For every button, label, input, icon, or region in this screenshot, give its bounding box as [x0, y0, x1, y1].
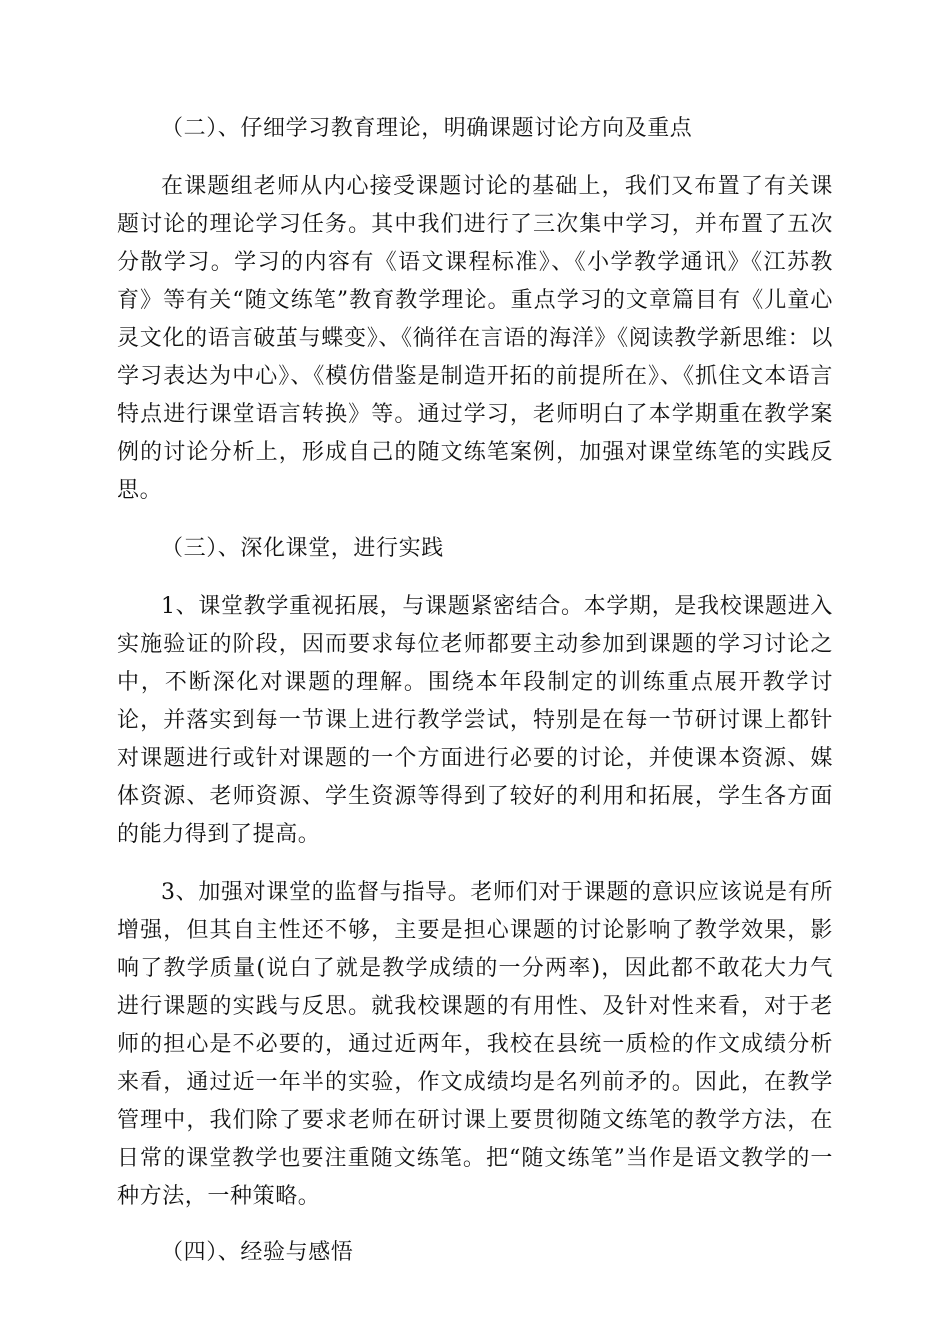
document-body — [117, 110, 833, 1292]
paragraph-classroom-extension: 1、课堂教学重视拓展，与课题紧密结合。本学期，是我校课题进入实施验证的阶段，因而要求每位老师都要主动参加到课题的学习讨论之中，不断深化对课题的理解。围绕本年段制定的训练重点展开教学讨论，并落实到每一节课上进行教学尝试，特别是在每一节研讨课上都针对课题进行或针对课题的一个方面进行必要的讨论，并使课本资源、媒体资源、老师资源、学生资源等得到了较好的利用和拓展，学生各方面的能力得到了提高。 — [117, 594, 833, 847]
paragraph-theory-study: 在课题组老师从内心接受课题讨论的基础上，我们又布置了有关课题讨论的理论学习任务。其中我们进行了三次集中学习，并布置了五次分散学习。学习的内容有《语文课程标准》、《小学教学通讯》《江苏教育》等有关“随文练笔”教育教学理论。重点学习的文章篇目有《儿童心灵文化的语言破茧与蝶变》、《徜徉在言语的海洋》《阅读教学新思维：以学习表达为中心》、《模仿借鉴是制造开拓的前提所在》、《抓住文本语言特点进行课堂语言转换》等。通过学习，老师明白了本学期重在教学案例的讨论分析上，形成自己的随文练笔案例，加强对课堂练笔的实践反思。 — [117, 174, 833, 503]
paragraph-classroom-supervision: 3、加强对课堂的监督与指导。老师们对于课题的意识应该说是有所增强，但其自主性还不够，主要是担心课题的讨论影响了教学效果，影响了教学质量(说白了就是教学成绩的一分两率)，因此都不敢花大力气进行课题的实践与反思。就我校课题的有用性、及针对性来看，对于老师的担心是不必要的，通过近两年，我校在县统一质检的作文成绩分析来看，通过近一年半的实验，作文成绩均是名列前矛的。因此，在教学管理中，我们除了要求老师在研讨课上要贯彻随文练笔的教学方法，在日常的课堂教学也要注重随文练笔。把“随文练笔”当作是语文教学的一种方法，一种策略。 — [117, 880, 833, 1209]
section-heading-4: （四）、经验与感悟 — [161, 1240, 354, 1265]
section-heading-2: （二）、仔细学习教育理论，明确课题讨论方向及重点 — [161, 116, 693, 141]
section-heading-3: （三）、深化课堂，进行实践 — [161, 536, 444, 561]
